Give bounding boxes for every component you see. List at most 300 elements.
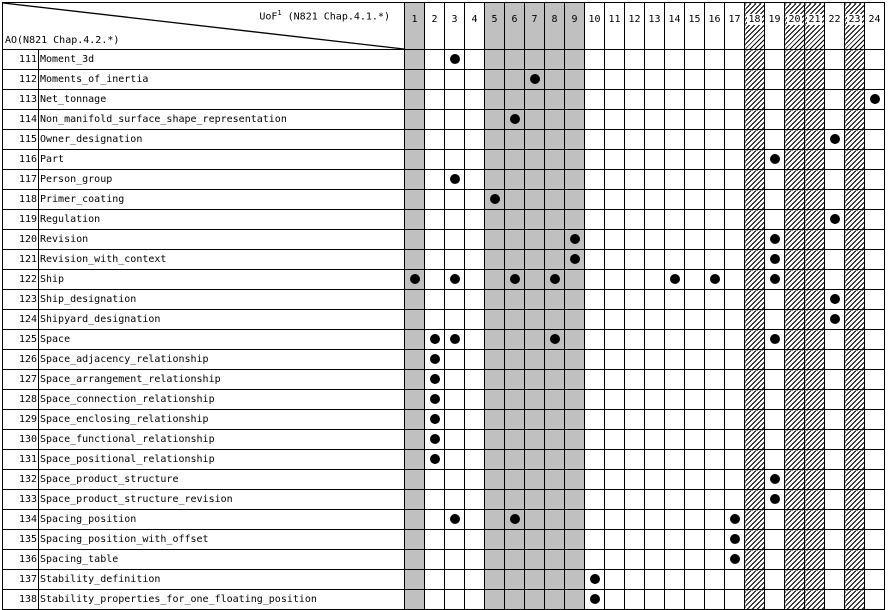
- matrix-cell: [405, 170, 425, 190]
- matrix-cell: [605, 530, 625, 550]
- matrix-cell: [845, 530, 865, 550]
- matrix-cell: [865, 570, 885, 590]
- matrix-cell: [725, 470, 745, 490]
- matrix-cell: [625, 550, 645, 570]
- matrix-cell: [505, 370, 525, 390]
- matrix-cell: [505, 350, 525, 370]
- matrix-cell: [545, 410, 565, 430]
- matrix-cell: [525, 310, 545, 330]
- matrix-cell: [545, 170, 565, 190]
- ao-number: 120: [3, 230, 39, 250]
- matrix-cell: [505, 510, 525, 530]
- mapping-dot-icon: [430, 414, 440, 424]
- matrix-cell: [725, 370, 745, 390]
- matrix-cell: [685, 90, 705, 110]
- matrix-cell: [525, 230, 545, 250]
- matrix-cell: [585, 290, 605, 310]
- matrix-cell: [845, 450, 865, 470]
- mapping-dot-icon: [770, 334, 780, 344]
- matrix-cell: [545, 370, 565, 390]
- matrix-cell: [485, 410, 505, 430]
- matrix-cell: [685, 390, 705, 410]
- matrix-cell: [805, 370, 825, 390]
- matrix-cell: [845, 90, 865, 110]
- matrix-cell: [805, 350, 825, 370]
- uof-axis-label: [259, 7, 390, 23]
- uof-column-number: 24: [868, 14, 881, 25]
- matrix-cell: [725, 490, 745, 510]
- ao-name: Spacing_position_with_offset: [39, 530, 405, 550]
- ao-number: 128: [3, 390, 39, 410]
- matrix-cell: [785, 290, 805, 310]
- matrix-cell: [605, 50, 625, 70]
- ao-uof-matrix: [2, 2, 885, 610]
- matrix-cell: [525, 70, 545, 90]
- matrix-cell: [665, 290, 685, 310]
- matrix-cell: [585, 530, 605, 550]
- matrix-cell: [585, 370, 605, 390]
- matrix-cell: [465, 210, 485, 230]
- matrix-cell: [445, 590, 465, 610]
- matrix-cell: [805, 110, 825, 130]
- matrix-cell: [705, 150, 725, 170]
- ao-number: 136: [3, 550, 39, 570]
- matrix-cell: [765, 550, 785, 570]
- matrix-cell: [525, 350, 545, 370]
- matrix-cell: [725, 150, 745, 170]
- matrix-cell: [765, 370, 785, 390]
- matrix-cell: [425, 190, 445, 210]
- matrix-cell: [805, 530, 825, 550]
- ao-number: 124: [3, 310, 39, 330]
- ao-number: 122: [3, 270, 39, 290]
- matrix-cell: [845, 250, 865, 270]
- matrix-cell: [545, 450, 565, 470]
- matrix-cell: [805, 270, 825, 290]
- matrix-cell: [805, 550, 825, 570]
- ao-name: Person_group: [39, 170, 405, 190]
- uof-column-header: [445, 3, 465, 50]
- ao-name: Space_connection_relationship: [39, 390, 405, 410]
- table-row: [3, 130, 885, 150]
- matrix-cell: [845, 550, 865, 570]
- matrix-cell: [625, 90, 645, 110]
- matrix-cell: [805, 250, 825, 270]
- matrix-cell: [565, 250, 585, 270]
- matrix-cell: [565, 170, 585, 190]
- matrix-cell: [725, 510, 745, 530]
- matrix-cell: [585, 390, 605, 410]
- matrix-cell: [625, 590, 645, 610]
- matrix-cell: [665, 450, 685, 470]
- matrix-cell: [865, 410, 885, 430]
- uof-column-number: 10: [588, 14, 601, 25]
- matrix-cell: [805, 130, 825, 150]
- matrix-cell: [645, 350, 665, 370]
- matrix-cell: [465, 50, 485, 70]
- matrix-cell: [785, 530, 805, 550]
- mapping-dot-icon: [830, 134, 840, 144]
- matrix-cell: [585, 590, 605, 610]
- matrix-cell: [505, 90, 525, 110]
- matrix-cell: [865, 390, 885, 410]
- matrix-cell: [445, 50, 465, 70]
- matrix-cell: [865, 590, 885, 610]
- matrix-cell: [505, 310, 525, 330]
- matrix-cell: [585, 230, 605, 250]
- matrix-cell: [865, 150, 885, 170]
- matrix-cell: [865, 550, 885, 570]
- matrix-cell: [545, 570, 565, 590]
- matrix-cell: [845, 350, 865, 370]
- matrix-cell: [865, 190, 885, 210]
- matrix-cell: [485, 350, 505, 370]
- matrix-cell: [485, 190, 505, 210]
- matrix-cell: [685, 110, 705, 130]
- matrix-cell: [525, 450, 545, 470]
- matrix-cell: [525, 330, 545, 350]
- table-row: [3, 210, 885, 230]
- matrix-cell: [585, 130, 605, 150]
- uof-column-header: [605, 3, 625, 50]
- matrix-cell: [725, 550, 745, 570]
- matrix-cell: [845, 510, 865, 530]
- matrix-cell: [545, 430, 565, 450]
- matrix-cell: [445, 210, 465, 230]
- matrix-cell: [505, 70, 525, 90]
- matrix-cell: [705, 410, 725, 430]
- ao-name: Ship_designation: [39, 290, 405, 310]
- matrix-cell: [685, 510, 705, 530]
- matrix-cell: [765, 50, 785, 70]
- matrix-cell: [465, 250, 485, 270]
- matrix-cell: [725, 270, 745, 290]
- uof-column-header: [705, 3, 725, 50]
- uof-column-header: [485, 3, 505, 50]
- matrix-cell: [445, 90, 465, 110]
- matrix-cell: [545, 590, 565, 610]
- ao-name: Stability_definition: [39, 570, 405, 590]
- ao-number: 127: [3, 370, 39, 390]
- matrix-cell: [505, 130, 525, 150]
- matrix-cell: [825, 150, 845, 170]
- matrix-cell: [485, 490, 505, 510]
- matrix-cell: [685, 370, 705, 390]
- matrix-cell: [565, 450, 585, 470]
- matrix-cell: [445, 110, 465, 130]
- matrix-cell: [565, 470, 585, 490]
- uof-column-header: [805, 3, 825, 50]
- matrix-cell: [465, 150, 485, 170]
- matrix-cell: [705, 330, 725, 350]
- matrix-cell: [825, 490, 845, 510]
- matrix-cell: [465, 230, 485, 250]
- matrix-cell: [425, 310, 445, 330]
- matrix-cell: [605, 70, 625, 90]
- matrix-cell: [605, 390, 625, 410]
- matrix-cell: [605, 230, 625, 250]
- matrix-cell: [685, 570, 705, 590]
- matrix-cell: [405, 250, 425, 270]
- matrix-cell: [865, 370, 885, 390]
- matrix-cell: [825, 310, 845, 330]
- matrix-cell: [465, 370, 485, 390]
- matrix-cell: [565, 430, 585, 450]
- matrix-cell: [605, 350, 625, 370]
- matrix-cell: [705, 310, 725, 330]
- ao-number: 112: [3, 70, 39, 90]
- matrix-cell: [805, 410, 825, 430]
- matrix-cell: [705, 390, 725, 410]
- matrix-cell: [665, 570, 685, 590]
- ao-name: Net_tonnage: [39, 90, 405, 110]
- uof-column-header: [865, 3, 885, 50]
- matrix-cell: [485, 390, 505, 410]
- matrix-cell: [405, 190, 425, 210]
- ao-name: Space: [39, 330, 405, 350]
- mapping-dot-icon: [730, 534, 740, 544]
- matrix-cell: [605, 170, 625, 190]
- matrix-cell: [845, 190, 865, 210]
- matrix-cell: [745, 310, 765, 330]
- matrix-cell: [545, 330, 565, 350]
- matrix-cell: [525, 90, 545, 110]
- matrix-cell: [545, 110, 565, 130]
- matrix-cell: [725, 90, 745, 110]
- matrix-cell: [425, 270, 445, 290]
- matrix-cell: [725, 350, 745, 370]
- matrix-cell: [805, 430, 825, 450]
- matrix-cell: [785, 50, 805, 70]
- matrix-cell: [485, 210, 505, 230]
- matrix-cell: [545, 530, 565, 550]
- matrix-cell: [685, 230, 705, 250]
- matrix-cell: [805, 190, 825, 210]
- matrix-cell: [645, 130, 665, 150]
- mapping-dot-icon: [830, 294, 840, 304]
- matrix-cell: [725, 70, 745, 90]
- matrix-cell: [445, 310, 465, 330]
- matrix-cell: [445, 530, 465, 550]
- matrix-cell: [545, 350, 565, 370]
- matrix-cell: [705, 270, 725, 290]
- matrix-cell: [645, 430, 665, 450]
- matrix-cell: [425, 370, 445, 390]
- matrix-cell: [745, 110, 765, 130]
- matrix-cell: [785, 70, 805, 90]
- matrix-cell: [585, 310, 605, 330]
- matrix-cell: [565, 90, 585, 110]
- matrix-cell: [465, 290, 485, 310]
- matrix-cell: [445, 230, 465, 250]
- matrix-cell: [445, 250, 465, 270]
- mapping-dot-icon: [510, 514, 520, 524]
- uof-column-number: 9: [571, 14, 578, 25]
- ao-number: 135: [3, 530, 39, 550]
- matrix-cell: [645, 230, 665, 250]
- matrix-cell: [405, 350, 425, 370]
- matrix-cell: [665, 70, 685, 90]
- matrix-cell: [765, 190, 785, 210]
- matrix-cell: [585, 510, 605, 530]
- matrix-cell: [445, 570, 465, 590]
- matrix-cell: [805, 230, 825, 250]
- matrix-cell: [625, 50, 645, 70]
- ao-name: Non_manifold_surface_shape_representation: [39, 110, 405, 130]
- matrix-cell: [525, 210, 545, 230]
- matrix-cell: [745, 70, 765, 90]
- mapping-dot-icon: [430, 454, 440, 464]
- uof-column-number: 15: [688, 14, 701, 25]
- matrix-cell: [405, 490, 425, 510]
- matrix-cell: [765, 90, 785, 110]
- matrix-cell: [825, 510, 845, 530]
- matrix-cell: [845, 170, 865, 190]
- uof-column-header: [585, 3, 605, 50]
- matrix-cell: [625, 150, 645, 170]
- matrix-cell: [405, 50, 425, 70]
- matrix-cell: [485, 250, 505, 270]
- matrix-cell: [825, 110, 845, 130]
- matrix-cell: [785, 570, 805, 590]
- matrix-cell: [845, 270, 865, 290]
- ao-name: Space_enclosing_relationship: [39, 410, 405, 430]
- table-row: [3, 110, 885, 130]
- matrix-cell: [705, 170, 725, 190]
- matrix-cell: [445, 450, 465, 470]
- matrix-cell: [465, 510, 485, 530]
- matrix-cell: [505, 110, 525, 130]
- matrix-cell: [545, 230, 565, 250]
- matrix-cell: [485, 470, 505, 490]
- matrix-cell: [465, 350, 485, 370]
- matrix-cell: [825, 550, 845, 570]
- matrix-cell: [645, 290, 665, 310]
- matrix-cell: [865, 270, 885, 290]
- ao-number: 111: [3, 50, 39, 70]
- matrix-cell: [505, 290, 525, 310]
- matrix-cell: [565, 510, 585, 530]
- mapping-dot-icon: [530, 74, 540, 84]
- matrix-cell: [685, 270, 705, 290]
- matrix-cell: [625, 430, 645, 450]
- matrix-cell: [765, 590, 785, 610]
- matrix-cell: [525, 430, 545, 450]
- matrix-cell: [865, 130, 885, 150]
- matrix-cell: [765, 430, 785, 450]
- matrix-cell: [405, 470, 425, 490]
- matrix-cell: [625, 210, 645, 230]
- mapping-dot-icon: [430, 394, 440, 404]
- matrix-cell: [445, 490, 465, 510]
- uof-column-number: 2: [431, 14, 438, 25]
- matrix-cell: [445, 550, 465, 570]
- matrix-cell: [625, 370, 645, 390]
- ao-number: 115: [3, 130, 39, 150]
- matrix-cell: [665, 130, 685, 150]
- matrix-cell: [445, 150, 465, 170]
- matrix-cell: [605, 490, 625, 510]
- mapping-dot-icon: [770, 154, 780, 164]
- matrix-cell: [765, 290, 785, 310]
- matrix-cell: [425, 290, 445, 310]
- matrix-cell: [725, 250, 745, 270]
- matrix-cell: [425, 130, 445, 150]
- matrix-cell: [425, 250, 445, 270]
- matrix-cell: [525, 550, 545, 570]
- matrix-cell: [805, 210, 825, 230]
- matrix-cell: [425, 550, 445, 570]
- matrix-cell: [685, 190, 705, 210]
- matrix-cell: [625, 490, 645, 510]
- uof-reference: (N821 Chap.4.1.*): [281, 11, 390, 23]
- matrix-cell: [865, 450, 885, 470]
- matrix-cell: [505, 410, 525, 430]
- matrix-cell: [845, 490, 865, 510]
- matrix-cell: [585, 410, 605, 430]
- matrix-cell: [665, 150, 685, 170]
- ao-number: 134: [3, 510, 39, 530]
- matrix-cell: [625, 70, 645, 90]
- matrix-cell: [405, 90, 425, 110]
- mapping-dot-icon: [870, 94, 880, 104]
- matrix-cell: [705, 210, 725, 230]
- matrix-cell: [545, 130, 565, 150]
- matrix-cell: [605, 270, 625, 290]
- matrix-cell: [845, 110, 865, 130]
- uof-column-header: [405, 3, 425, 50]
- table-row: [3, 250, 885, 270]
- matrix-cell: [685, 350, 705, 370]
- matrix-cell: [685, 150, 705, 170]
- mapping-dot-icon: [590, 594, 600, 604]
- ao-name: Moment_3d: [39, 50, 405, 70]
- matrix-cell: [685, 170, 705, 190]
- matrix-cell: [565, 570, 585, 590]
- uof-column-header: [525, 3, 545, 50]
- matrix-cell: [845, 130, 865, 150]
- uof-column-header: [645, 3, 665, 50]
- matrix-cell: [645, 330, 665, 350]
- matrix-cell: [445, 190, 465, 210]
- mapping-dot-icon: [510, 274, 520, 284]
- table-row: [3, 50, 885, 70]
- matrix-body: [3, 50, 885, 610]
- matrix-cell: [665, 310, 685, 330]
- matrix-cell: [465, 590, 485, 610]
- matrix-cell: [745, 270, 765, 290]
- matrix-cell: [505, 50, 525, 70]
- table-row: [3, 450, 885, 470]
- matrix-cell: [845, 590, 865, 610]
- matrix-cell: [625, 130, 645, 150]
- matrix-cell: [665, 190, 685, 210]
- matrix-cell: [645, 150, 665, 170]
- matrix-cell: [565, 490, 585, 510]
- matrix-cell: [645, 250, 665, 270]
- matrix-cell: [565, 530, 585, 550]
- matrix-cell: [605, 310, 625, 330]
- matrix-cell: [805, 170, 825, 190]
- matrix-cell: [785, 370, 805, 390]
- mapping-dot-icon: [590, 574, 600, 584]
- uof-column-number: 16: [708, 14, 721, 25]
- matrix-cell: [765, 250, 785, 270]
- table-row: [3, 490, 885, 510]
- matrix-cell: [705, 550, 725, 570]
- matrix-cell: [665, 210, 685, 230]
- table-row: [3, 590, 885, 610]
